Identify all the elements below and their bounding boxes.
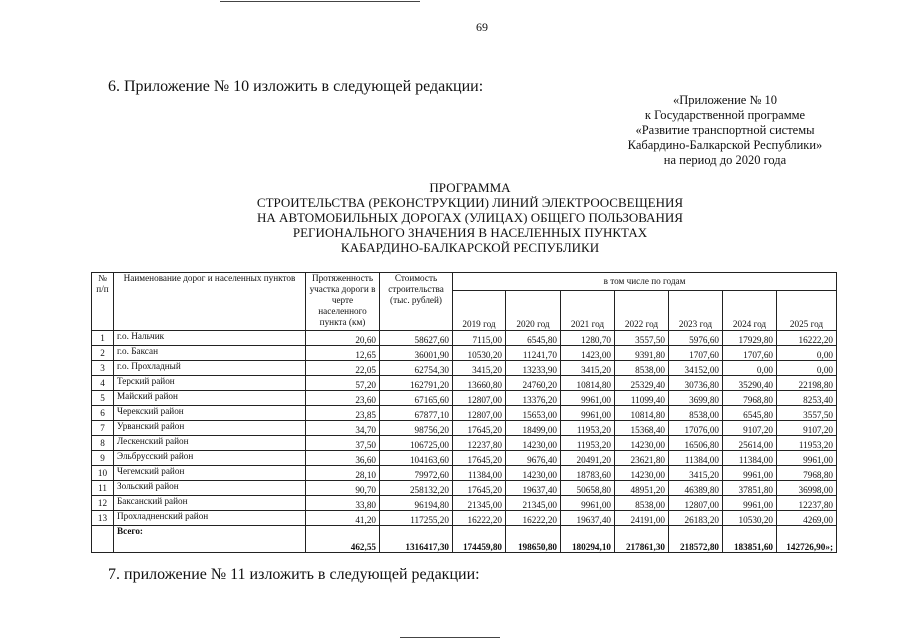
cell-year-value: 3699,80	[669, 391, 723, 406]
total-row	[92, 526, 837, 553]
cell-year-value: 16506,80	[669, 436, 723, 451]
cell-num: 3	[92, 361, 114, 376]
cell-year-value: 6545,80	[723, 406, 777, 421]
cell-year-value: 46389,80	[669, 481, 723, 496]
cell-cost: 106725,00	[380, 436, 453, 451]
title-line: КАБАРДИНО-БАЛКАРСКОЙ РЕСПУБЛИКИ	[340, 240, 600, 255]
appendix-line: к Государственной программе	[644, 108, 806, 122]
cell-year-value: 1707,60	[669, 346, 723, 361]
cell-year-value: 1280,70	[561, 331, 615, 346]
cell-year-value: 14230,00	[615, 436, 669, 451]
cell-year-value: 17929,80	[723, 331, 777, 346]
cell-year-value: 3557,50	[615, 331, 669, 346]
cell-year-value: 10814,80	[561, 376, 615, 391]
header-year: 2020 год	[506, 291, 561, 331]
cell-year-value: 19637,40	[506, 481, 561, 496]
cell-cost: 79972,60	[380, 466, 453, 481]
cell-year-value: 9961,00	[561, 391, 615, 406]
cell-year-value: 15368,40	[615, 421, 669, 436]
cell-name: Лескенский район	[114, 436, 306, 451]
cell-year-value: 17645,20	[453, 451, 506, 466]
program-table	[91, 272, 837, 553]
cell-length: 37,50	[306, 436, 380, 451]
cell-year-value: 7115,00	[453, 331, 506, 346]
cell-year-value: 1707,60	[723, 346, 777, 361]
cell-length: 22,05	[306, 361, 380, 376]
cell-length: 20,60	[306, 331, 380, 346]
cell-num: 13	[92, 511, 114, 526]
cell-year-value: 9107,20	[777, 421, 837, 436]
page-number: 69	[476, 20, 488, 34]
cell-num: 11	[92, 481, 114, 496]
table-row	[92, 496, 837, 511]
cell-year-value: 9961,00	[561, 406, 615, 421]
cell-year-value: 3557,50	[777, 406, 837, 421]
cell-year-value: 24760,20	[506, 376, 561, 391]
cell-year-value: 12807,00	[453, 406, 506, 421]
header-year: 2022 год	[615, 291, 669, 331]
header-length: Протяженность участка дороги в черте населенного пункта (км)	[306, 273, 380, 331]
title-line: СТРОИТЕЛЬСТВА (РЕКОНСТРУКЦИИ) ЛИНИЙ ЭЛЕКТРООСВЕЩЕНИЯ	[256, 195, 684, 210]
table-row	[92, 361, 837, 376]
cell-year-value: 16222,20	[506, 511, 561, 526]
cell-year-value: 12807,00	[453, 391, 506, 406]
cell-cost: 58627,60	[380, 331, 453, 346]
cell-name: Прохладненский район	[114, 511, 306, 526]
cell-length: 23,85	[306, 406, 380, 421]
cell-year-value: 3415,20	[561, 361, 615, 376]
cell-year-value: 7968,80	[777, 466, 837, 481]
cell-year-value: 50658,80	[561, 481, 615, 496]
cell-year-value: 12237,80	[453, 436, 506, 451]
cell-num: 12	[92, 496, 114, 511]
cell-year-value: 11953,20	[561, 421, 615, 436]
cell-length: 34,70	[306, 421, 380, 436]
header-cost: Стоимость строительства (тыс. рублей)	[380, 273, 453, 331]
cell-year-value: 7968,80	[723, 391, 777, 406]
cell-year-value: 9961,00	[777, 451, 837, 466]
cell-year-value: 8538,00	[669, 406, 723, 421]
appendix-line: «Приложение № 10	[672, 93, 778, 107]
cell-year-value: 35290,40	[723, 376, 777, 391]
cell-year-value: 25614,00	[723, 436, 777, 451]
scan-artifact-line	[400, 637, 500, 638]
cell-num: 10	[92, 466, 114, 481]
cell-year-value: 1423,00	[561, 346, 615, 361]
cell-year-value: 20491,20	[561, 451, 615, 466]
title-line: ПРОГРАММА	[429, 180, 511, 195]
cell-year-value: 21345,00	[506, 496, 561, 511]
table-row	[92, 331, 837, 346]
cell-num: 4	[92, 376, 114, 391]
cell-name: Чегемский район	[114, 466, 306, 481]
table-row	[92, 346, 837, 361]
cell-year-value: 11099,40	[615, 391, 669, 406]
cell-year-value: 8253,40	[777, 391, 837, 406]
cell-year-value: 14230,00	[506, 436, 561, 451]
cell-year-value: 198650,80	[506, 526, 561, 553]
cell-year-value: 218572,80	[669, 526, 723, 553]
cell-year-value: 3415,20	[669, 466, 723, 481]
scan-artifact-line	[220, 1, 420, 2]
cell-year-value: 11384,00	[453, 466, 506, 481]
cell-year-value: 9961,00	[561, 496, 615, 511]
cell-name: Урванский район	[114, 421, 306, 436]
cell-year-value: 17645,20	[453, 481, 506, 496]
header-year: 2024 год	[723, 291, 777, 331]
cell-length: 90,70	[306, 481, 380, 496]
cell-num: 5	[92, 391, 114, 406]
header-num: № п/п	[92, 273, 114, 331]
cell-year-value: 8538,00	[615, 496, 669, 511]
cell-year-value: 9961,00	[723, 466, 777, 481]
cell-num: 8	[92, 436, 114, 451]
cell-year-value: 11241,70	[506, 346, 561, 361]
cell-year-value: 22198,80	[777, 376, 837, 391]
cell-cost: 162791,20	[380, 376, 453, 391]
cell-name: Зольский район	[114, 481, 306, 496]
cell-year-value: 9107,20	[723, 421, 777, 436]
cell-year-value: 0,00	[777, 346, 837, 361]
cell-cost: 1316417,30	[380, 526, 453, 553]
appendix-line: Кабардино-Балкарской Республики»	[627, 138, 823, 152]
cell-year-value: 34152,00	[669, 361, 723, 376]
cell-year-value: 48951,20	[615, 481, 669, 496]
cell-year-value: 0,00	[777, 361, 837, 376]
cell-year-value: 9961,00	[723, 496, 777, 511]
appendix-line: «Развитие транспортной системы	[635, 123, 815, 137]
cell-cost: 96194,80	[380, 496, 453, 511]
cell-year-value: 14230,00	[615, 466, 669, 481]
cell-year-value: 10530,20	[723, 511, 777, 526]
cell-cost: 98756,20	[380, 421, 453, 436]
cell-year-value: 0,00	[723, 361, 777, 376]
cell-year-value: 12237,80	[777, 496, 837, 511]
cell-year-value: 142726,90»;	[777, 526, 837, 553]
table-row	[92, 511, 837, 526]
header-year: 2025 год	[777, 291, 837, 331]
cell-year-value: 3415,20	[453, 361, 506, 376]
cell-cost: 67877,10	[380, 406, 453, 421]
cell-name: г.о. Баксан	[114, 346, 306, 361]
table-row	[92, 421, 837, 436]
appendix-header	[600, 93, 850, 168]
cell-year-value: 12807,00	[669, 496, 723, 511]
cell-year-value: 11384,00	[723, 451, 777, 466]
cell-year-value: 14230,00	[506, 466, 561, 481]
cell-num: 1	[92, 331, 114, 346]
cell-num	[92, 526, 114, 553]
cell-num: 2	[92, 346, 114, 361]
cell-year-value: 174459,80	[453, 526, 506, 553]
cell-name: Черекский район	[114, 406, 306, 421]
cell-num: 9	[92, 451, 114, 466]
program-title	[150, 180, 790, 255]
cell-year-value: 11953,20	[777, 436, 837, 451]
cell-year-value: 36998,00	[777, 481, 837, 496]
cell-length: 12,65	[306, 346, 380, 361]
cell-year-value: 23621,80	[615, 451, 669, 466]
appendix-line: на период до 2020 года	[663, 153, 787, 167]
cell-year-value: 8538,00	[615, 361, 669, 376]
cell-year-value: 24191,00	[615, 511, 669, 526]
cell-year-value: 11384,00	[669, 451, 723, 466]
cell-length: 462,55	[306, 526, 380, 553]
table-row	[92, 451, 837, 466]
table-row	[92, 406, 837, 421]
cell-year-value: 19637,40	[561, 511, 615, 526]
cell-cost: 258132,20	[380, 481, 453, 496]
cell-name: Терский район	[114, 376, 306, 391]
cell-length: 23,60	[306, 391, 380, 406]
cell-year-value: 18499,00	[506, 421, 561, 436]
cell-year-value: 17076,00	[669, 421, 723, 436]
cell-year-value: 37851,80	[723, 481, 777, 496]
cell-length: 33,80	[306, 496, 380, 511]
cell-year-value: 13660,80	[453, 376, 506, 391]
table-row	[92, 376, 837, 391]
cell-length: 41,20	[306, 511, 380, 526]
table-row	[92, 436, 837, 451]
header-year: 2019 год	[453, 291, 506, 331]
cell-year-value: 13376,20	[506, 391, 561, 406]
header-year: 2021 год	[561, 291, 615, 331]
cell-length: 36,60	[306, 451, 380, 466]
cell-year-value: 15653,00	[506, 406, 561, 421]
cell-year-value: 10814,80	[615, 406, 669, 421]
cell-cost: 36001,90	[380, 346, 453, 361]
cell-name: г.о. Прохладный	[114, 361, 306, 376]
cell-year-value: 16222,20	[777, 331, 837, 346]
cell-name: Майский район	[114, 391, 306, 406]
cell-cost: 67165,60	[380, 391, 453, 406]
cell-year-value: 5976,60	[669, 331, 723, 346]
cell-year-value: 11953,20	[561, 436, 615, 451]
cell-length: 28,10	[306, 466, 380, 481]
cell-year-value: 17645,20	[453, 421, 506, 436]
cell-year-value: 16222,20	[453, 511, 506, 526]
cell-year-value: 21345,00	[453, 496, 506, 511]
cell-name: г.о. Нальчик	[114, 331, 306, 346]
cell-name: Баксанский район	[114, 496, 306, 511]
cell-year-value: 6545,80	[506, 331, 561, 346]
title-line: РЕГИОНАЛЬНОГО ЗНАЧЕНИЯ В НАСЕЛЕННЫХ ПУНКТАХ	[292, 225, 648, 240]
cell-year-value: 13233,90	[506, 361, 561, 376]
table-row	[92, 466, 837, 481]
title-line: НА АВТОМОБИЛЬНЫХ ДОРОГАХ (УЛИЦАХ) ОБЩЕГО ПОЛЬЗОВАНИЯ	[257, 210, 683, 225]
cell-name: Всего:	[114, 526, 306, 553]
header-year: 2023 год	[669, 291, 723, 331]
cell-num: 7	[92, 421, 114, 436]
section-heading-6: 6. Приложение № 10 изложить в следующей редакции:	[108, 78, 484, 95]
cell-name: Эльбрусский район	[114, 451, 306, 466]
cell-length: 57,20	[306, 376, 380, 391]
cell-year-value: 10530,20	[453, 346, 506, 361]
cell-year-value: 18783,60	[561, 466, 615, 481]
table-row	[92, 481, 837, 496]
cell-cost: 117255,20	[380, 511, 453, 526]
header-by-years: в том числе по годам	[453, 273, 837, 291]
cell-year-value: 25329,40	[615, 376, 669, 391]
section-heading-7: 7. приложение № 11 изложить в следующей редакции:	[108, 566, 480, 583]
cell-year-value: 9676,40	[506, 451, 561, 466]
table-row	[92, 391, 837, 406]
cell-year-value: 183851,60	[723, 526, 777, 553]
cell-year-value: 180294,10	[561, 526, 615, 553]
cell-year-value: 217861,30	[615, 526, 669, 553]
cell-year-value: 26183,20	[669, 511, 723, 526]
cell-year-value: 9391,80	[615, 346, 669, 361]
header-name: Наименование дорог и населенных пунктов	[114, 273, 306, 331]
cell-year-value: 30736,80	[669, 376, 723, 391]
cell-cost: 62754,30	[380, 361, 453, 376]
cell-year-value: 4269,00	[777, 511, 837, 526]
cell-num: 6	[92, 406, 114, 421]
cell-cost: 104163,60	[380, 451, 453, 466]
